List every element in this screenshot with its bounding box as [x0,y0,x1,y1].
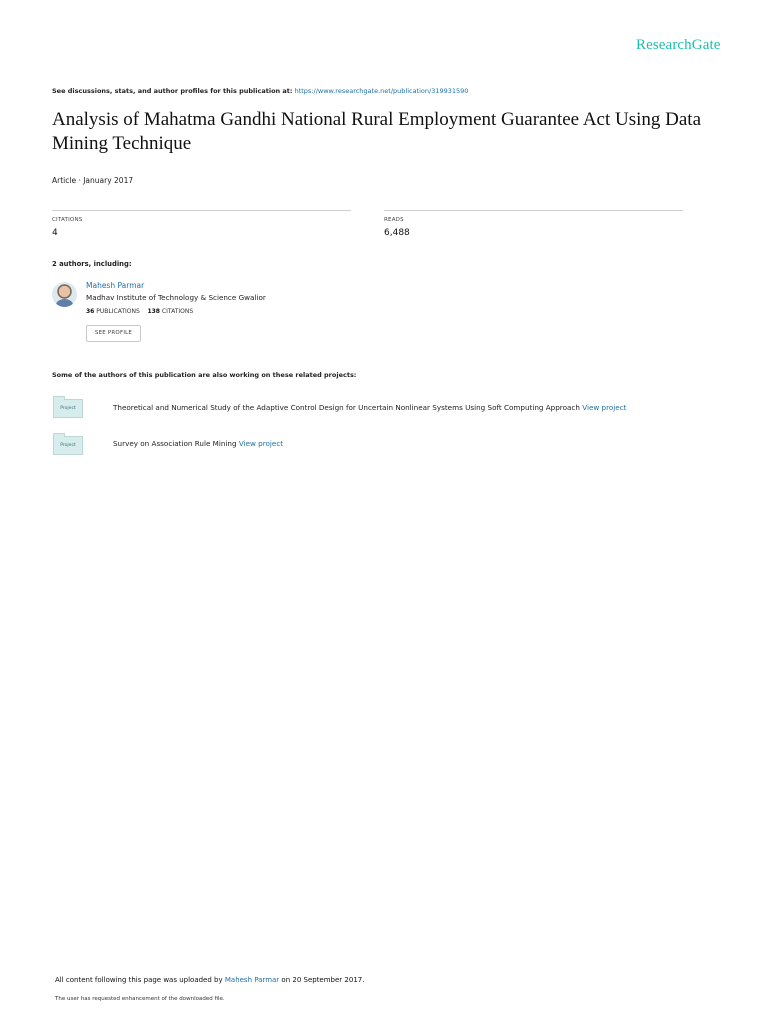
citations-label: CITATIONS [52,217,83,223]
uploaded-suffix: on 20 September 2017. [281,976,365,984]
discussion-label: See discussions, stats, and author profiles for this publication at: [52,87,293,95]
project-icon-label: Project [60,406,76,411]
uploader-link[interactable]: Mahesh Parmar [224,976,280,984]
author-citations-count: 138 [147,308,160,315]
author-affiliation: Madhav Institute of Technology & Science Gwalior [86,293,266,302]
publication-meta: Article · January 2017 [52,176,134,185]
project-folder-icon [53,436,83,455]
view-project-link[interactable]: View project [582,403,627,412]
project-title: Theoretical and Numerical Study of the Adaptive Control Design for Uncertain Nonlinear Systems Using Soft Computing Approach [113,403,580,412]
authors-heading: 2 authors, including: [52,260,132,268]
author-publications-count: 36 [86,308,95,315]
discussion-line [52,87,468,95]
project-title: Survey on Association Rule Mining [113,439,237,448]
reads-label: READS [384,217,404,223]
citations-value: 4 [52,228,58,238]
author-stats [86,308,193,315]
reads-value: 6,488 [384,228,410,238]
related-projects-heading: Some of the authors of this publication are also working on these related projects: [52,371,357,379]
project-item [113,439,283,448]
citations-divider [52,210,351,211]
author-citations-label: CITATIONS [161,308,194,315]
author-avatar[interactable] [52,282,77,307]
author-publications-label: PUBLICATIONS [96,308,140,315]
project-item [113,403,627,412]
publication-title: Analysis of Mahatma Gandhi National Rural Employment Guarantee Act Using Data Mining Technique [52,109,702,154]
researchgate-logo[interactable]: ResearchGate [636,37,721,53]
project-folder-icon [53,399,83,418]
uploaded-by-line [55,976,364,984]
enhancement-note: The user has requested enhancement of the downloaded file. [55,996,225,1002]
uploaded-prefix: All content following this page was uploaded by [55,976,223,984]
reads-divider [384,210,683,211]
project-icon-label: Project [60,443,76,448]
publication-url-link[interactable]: https://www.researchgate.net/publication/319931590 [294,87,469,95]
author-name-link[interactable]: Mahesh Parmar [86,281,145,290]
view-project-link[interactable]: View project [238,439,284,448]
see-profile-button[interactable]: SEE PROFILE [86,325,141,342]
